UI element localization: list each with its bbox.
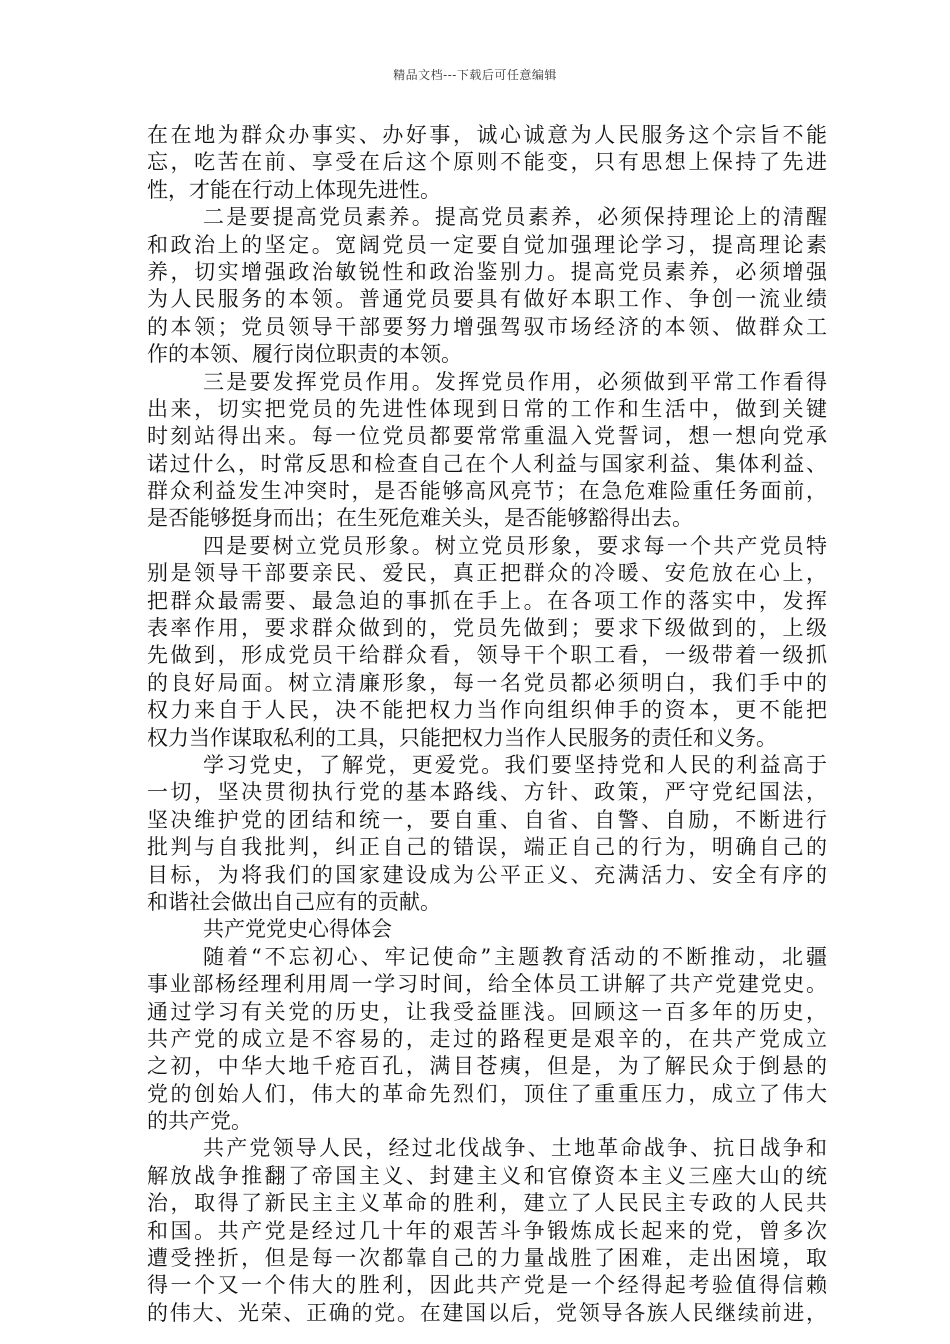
text-line: 事业部杨经理利用周一学习时间，给全体员工讲解了共产党建党史。 [147, 972, 827, 997]
text-line: 随着“不忘初心、牢记使命”主题教育活动的不断推动，北疆 [203, 944, 827, 969]
text-line: 的共产党。 [147, 1109, 252, 1134]
text-line: 和谐社会做出自己应有的贡献。 [147, 889, 441, 914]
text-line: 和国。共产党是经过几十年的艰苦斗争锻炼成长起来的党，曾多次 [147, 1218, 827, 1243]
text-line: 为人民服务的本领。普通党员要具有做好本职工作、争创一流业绩 [147, 287, 827, 312]
text-line: 表率作用，要求群众做到的，党员先做到；要求下级做到的，上级 [147, 616, 827, 641]
text-line: 时刻站得出来。每一位党员都要常常重温入党誓词，想一想向党承 [147, 424, 827, 449]
text-line: 诺过什么，时常反思和检查自己在个人利益与国家利益、集体利益、 [147, 451, 827, 476]
text-line: 养，切实增强政治敏锐性和政治鉴别力。提高党员素养，必须增强 [147, 259, 827, 284]
text-line: 先做到，形成党员干给群众看，领导干个职工看，一级带着一级抓 [147, 643, 827, 668]
text-line: 党的创始人们，伟大的革命先烈们，顶住了重重压力，成立了伟大 [147, 1081, 827, 1106]
text-line: 坚决维护党的团结和统一，要自重、自省、自警、自励，不断进行 [147, 807, 827, 832]
text-line: 得一个又一个伟大的胜利，因此共产党是一个经得起考验值得信赖 [147, 1273, 827, 1298]
document-body [147, 122, 827, 1327]
text-line: 遭受挫折，但是每一次都靠自己的力量战胜了困难，走出困境，取 [147, 1246, 827, 1271]
text-line: 三是要发挥党员作用。发挥党员作用，必须做到平常工作看得 [203, 369, 827, 394]
text-line: 是否能够挺身而出；在生死危难关头，是否能够豁得出去。 [147, 506, 693, 531]
text-line: 的良好局面。树立清廉形象，每一名党员都必须明白，我们手中的 [147, 670, 827, 695]
text-line: 二是要提高党员素养。提高党员素养，必须保持理论上的清醒 [203, 205, 827, 230]
text-line: 出来，切实把党员的先进性体现到日常的工作和生活中，做到关键 [147, 396, 827, 421]
text-line: 共产党领导人民，经过北伐战争、土地革命战争、抗日战争和 [203, 1136, 827, 1161]
page-header: 精品文档---下载后可任意编辑 [393, 68, 557, 82]
text-line: 共产党的成立是不容易的，走过的路程更是艰辛的，在共产党成立 [147, 1026, 827, 1051]
text-line: 作的本领、履行岗位职责的本领。 [147, 342, 462, 367]
text-line: 一切，坚决贯彻执行党的基本路线、方针、政策，严守党纪国法， [147, 780, 827, 805]
text-line: 批判与自我批判，纠正自己的错误，端正自己的行为，明确自己的 [147, 835, 827, 860]
text-line: 权力来自于人民，决不能把权力当作向组织伸手的资本，更不能把 [147, 698, 827, 723]
text-line: 忘，吃苦在前、享受在后这个原则不能变，只有思想上保持了先进 [147, 150, 827, 175]
text-line: 权力当作谋取私利的工具，只能把权力当作人民服务的责任和义务。 [147, 725, 777, 750]
text-line: 治，取得了新民主主义革命的胜利，建立了人民民主专政的人民共 [147, 1191, 827, 1216]
text-line: 和政治上的坚定。宽阔党员一定要自觉加强理论学习，提高理论素 [147, 232, 827, 257]
text-line: 目标，为将我们的国家建设成为公平正义、充满活力、安全有序的 [147, 862, 827, 887]
text-line: 把群众最需要、最急迫的事抓在手上。在各项工作的落实中，发挥 [147, 588, 827, 613]
text-line: 的伟大、光荣、正确的党。在建国以后，党领导各族人民继续前进， [147, 1300, 827, 1325]
text-line: 学习党史，了解党，更爱党。我们要坚持党和人民的利益高于 [203, 752, 827, 777]
text-line: 之初，中华大地千疮百孔，满目苍痍，但是，为了解民众于倒悬的 [147, 1054, 827, 1079]
text-line: 别是领导干部要亲民、爱民，真正把群众的冷暖、安危放在心上， [147, 561, 827, 586]
text-line: 群众利益发生冲突时，是否能够高风亮节；在急危难险重任务面前， [147, 479, 827, 504]
text-line: 性，才能在行动上体现先进性。 [147, 177, 441, 202]
text-line: 共产党党史心得体会 [203, 917, 392, 942]
text-line: 在在地为群众办事实、办好事，诚心诚意为人民服务这个宗旨不能 [147, 123, 827, 147]
text-line: 通过学习有关党的历史，让我受益匪浅。回顾这一百多年的历史， [147, 999, 827, 1024]
text-line: 四是要树立党员形象。树立党员形象，要求每一个共产党员特 [203, 533, 827, 558]
text-line: 的本领；党员领导干部要努力增强驾驭市场经济的本领、做群众工 [147, 314, 827, 339]
text-line: 解放战争推翻了帝国主义、封建主义和官僚资本主义三座大山的统 [147, 1163, 827, 1188]
